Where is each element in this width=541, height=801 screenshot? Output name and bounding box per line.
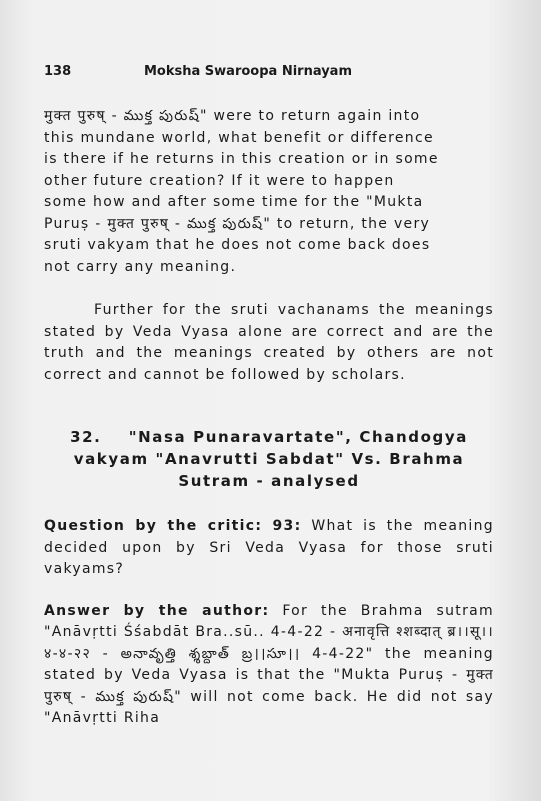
section-heading <box>44 426 494 492</box>
paragraph-further: Further for the sruti vachanams the meanings stated by Veda Vyasa alone are correct and are the truth and the meanings created by others are not correct and cannot be followed by scholars. <box>44 302 494 383</box>
answer-text: For the Brahma sutram "Anāvṛtti Śśabdāt Bra..sū.. 4-4-22 - अनावृत्ति श्शब्दात् ब्र।।सू।। ४-४-२२ - అనావృత్తి శ్శబ్దాత్ బ్ర।।సూ।। 4-4-22" the meaning stated by Veda Vyasa is that the "Mukta Puruṣ - मुक्त पुरुष् - ముక్త పురుష్" will not come back. He did not say "Anāvṛtti Riha <box>44 602 494 726</box>
answer-label: Answer by the author: <box>44 602 270 619</box>
paragraph-continued <box>44 106 494 278</box>
answer-block <box>44 601 494 730</box>
question-label: Question by the critic: 93: <box>44 518 302 534</box>
running-title: Moksha Swaroopa Nirnayam <box>144 64 352 79</box>
text-line: this mundane world, what benefit or difference <box>44 129 434 146</box>
section-title-line1: "Nasa Punaravartate", Chandogya <box>128 428 468 446</box>
text-line: sruti vakyam that he does not come back does <box>44 237 431 253</box>
section-title-line3: Sutram - analysed <box>178 472 360 490</box>
text-line: Puruṣ - मुक्त पुरुष् - ముక్త పురుష్" to return, the very <box>44 215 431 232</box>
section-number: 32. <box>70 428 102 446</box>
text-line: some how and after some time for the "Mukta <box>44 194 424 210</box>
page-number: 138 <box>44 64 72 79</box>
question-text: What is the meaning decided upon by Sri Veda Vyasa for those sruti vakyams? <box>44 518 494 577</box>
text-line: is there if he returns in this creation or in some <box>44 151 439 167</box>
page-body <box>44 106 494 744</box>
text-line: मुक्त पुरुष् - ముక్త పురుష్" were to return again into <box>44 108 421 124</box>
text-line: not carry any meaning. <box>44 258 237 275</box>
section-title-line2: vakyam "Anavrutti Sabdat" Vs. Brahma <box>73 450 465 468</box>
question-block <box>44 516 494 581</box>
text-line: other future creation? If it were to happen <box>44 172 395 189</box>
